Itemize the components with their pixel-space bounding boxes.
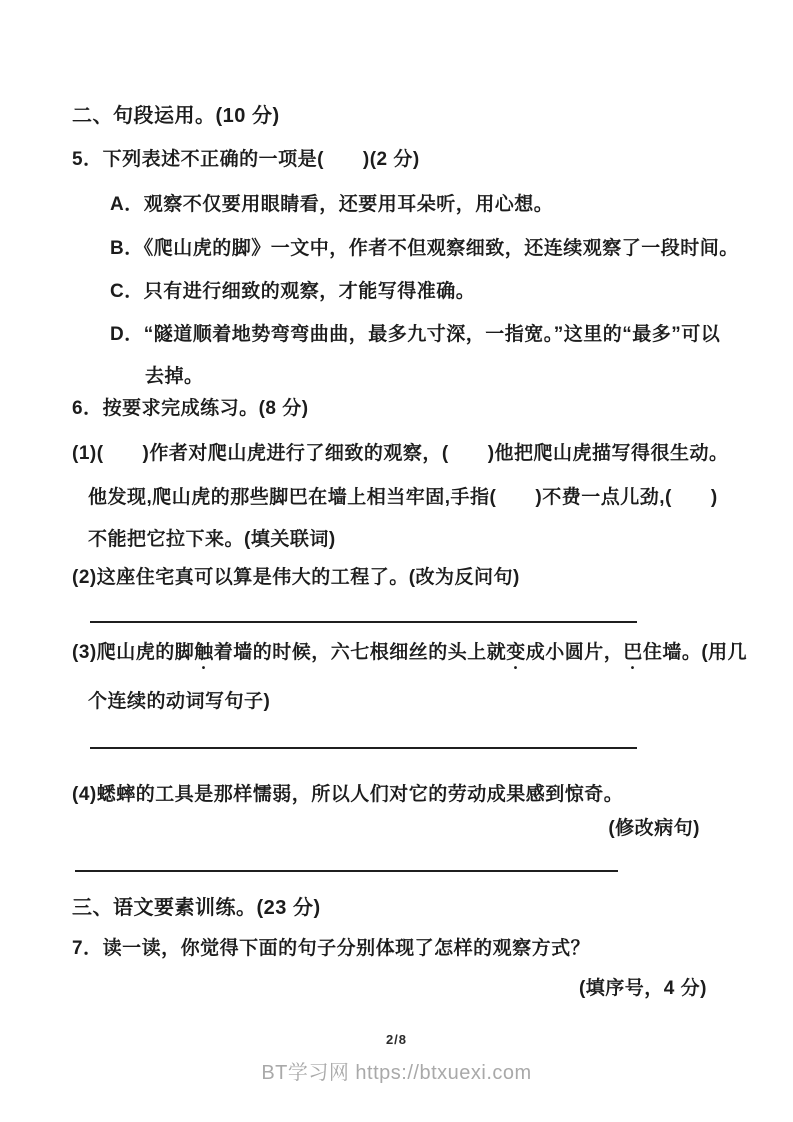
- item3-emphasized-char-1: 触: [194, 642, 214, 663]
- question7-stem: 7．读一读，你觉得下面的句子分别体现了怎样的观察方式？: [72, 938, 591, 959]
- item3-emphasized-char-2: 变: [506, 642, 526, 663]
- page-number-indicator: 2/8: [385, 1032, 408, 1047]
- watermark-site-link[interactable]: BT学习网 https://btxuexi.com: [261, 1062, 532, 1084]
- question5-option-a: A．观察不仅要用眼睛看，还要用耳朵听，用心想。: [110, 194, 554, 215]
- question5-option-d-line2: 去掉。: [145, 366, 204, 387]
- question6-item1-line1: (1)( )作者对爬山虎进行了细致的观察，( )他把爬山虎描写得很生动。: [72, 443, 729, 464]
- answer-blank-line-3: [75, 870, 618, 872]
- question7-note: (填序号，4 分): [578, 978, 707, 999]
- item3-seg3: 成小圆片，: [525, 642, 624, 663]
- question5-option-b: B．《爬山虎的脚》一文中，作者不但观察细致，还连续观察了一段时间。: [110, 238, 739, 259]
- item3-seg2: 着墙的时候，六七根细丝的头上就: [213, 642, 507, 663]
- item3-emphasized-char-3: 巴: [623, 642, 643, 663]
- item3-seg4: 住墙。(用几: [642, 642, 748, 663]
- section3-title: 三、语文要素训练。(23 分): [72, 897, 321, 919]
- question6-item3-line1: [72, 640, 747, 674]
- question5-option-c: C．只有进行细致的观察，才能写得准确。: [110, 281, 476, 302]
- question6-item2-text: (2)这座住宅真可以算是伟大的工程了。(改为反问句): [72, 567, 520, 588]
- question5-stem: 5．下列表述不正确的一项是( )(2 分): [72, 149, 420, 170]
- question6-item4-note: (修改病句): [608, 818, 700, 839]
- question6-item1-line3: 不能把它拉下来。(填关联词): [88, 529, 336, 550]
- question6-item3-line2: 个连续的动词写句子): [88, 691, 271, 712]
- answer-blank-line-1: [90, 621, 637, 623]
- section2-title: 二、句段运用。(10 分): [72, 105, 280, 127]
- item3-seg1: (3)爬山虎的脚: [72, 642, 195, 663]
- question6-item1-line2: 他发现,爬山虎的那些脚巴在墙上相当牢固,手指( )不费一点儿劲,( ): [88, 487, 718, 508]
- question5-option-d-line1: D．“隧道顺着地势弯弯曲曲，最多九寸深，一指宽。”这里的“最多”可以: [110, 324, 721, 345]
- question6-item4-text: (4)蟋蟀的工具是那样懦弱，所以人们对它的劳动成果感到惊奇。: [72, 784, 624, 805]
- question6-stem: 6．按要求完成练习。(8 分): [72, 398, 309, 419]
- answer-blank-line-2: [90, 747, 637, 749]
